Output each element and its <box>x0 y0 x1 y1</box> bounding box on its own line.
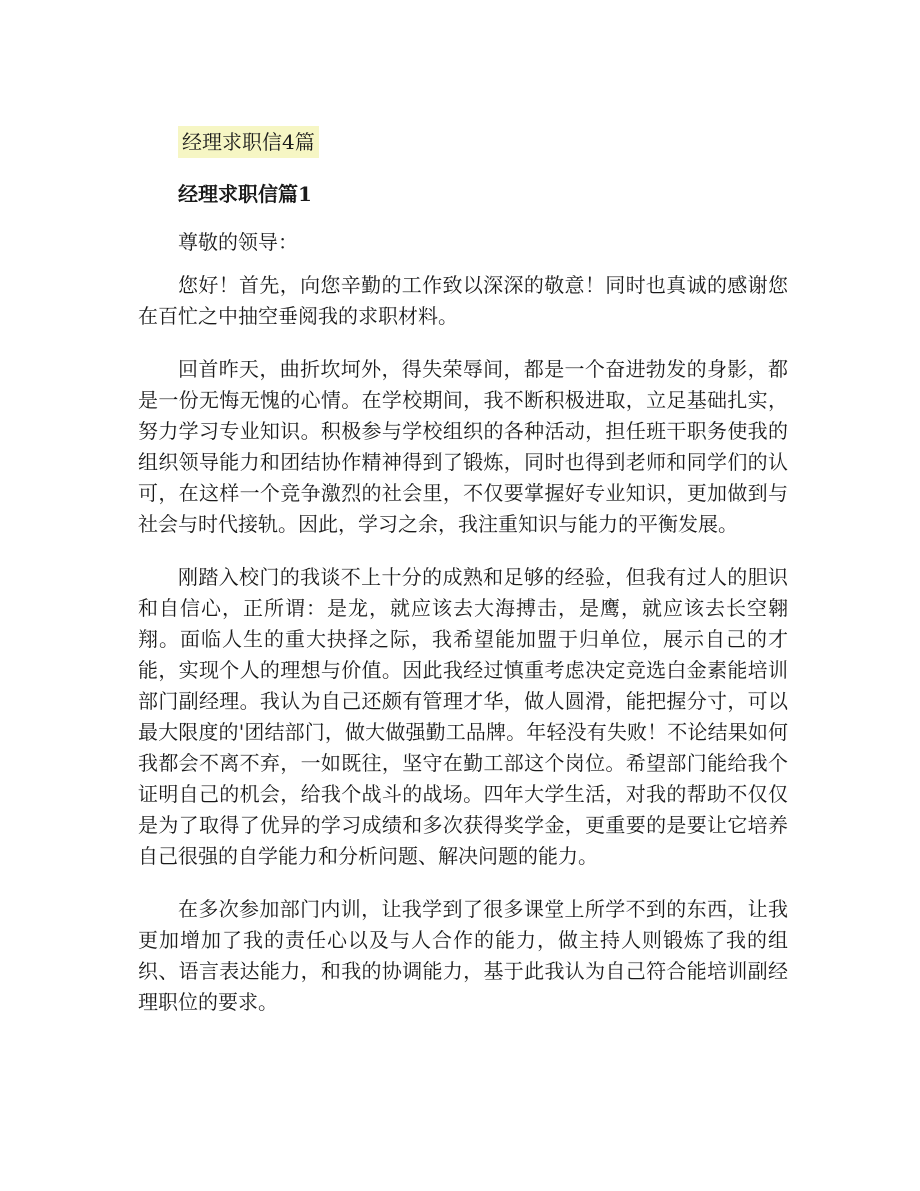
paragraph-school-experience: 回首昨天，曲折坎坷外，得失荣辱间，都是一个奋进勃发的身影，都是一份无悔无愧的心情。在学校期间，我不断积极进取，立足基础扎实，努力学习专业知识。积极参与学校组织的各种活动，担任班干职务使我的组织领导能力和团结协作精神得到了锻炼，同时也得到老师和同学们的认可，在这样一个竞争激烈的社会里，不仅要掌握好专业知识，更加做到与社会与时代接轨。因此，学习之余，我注重知识与能力的平衡发展。 <box>138 357 788 536</box>
salutation: 尊敬的领导： <box>178 230 298 254</box>
letter-body <box>138 270 788 1040</box>
section-heading: 经理求职信篇1 <box>178 182 312 206</box>
paragraph-training-experience: 在多次参加部门内训，让我学到了很多课堂上所学不到的东西，让我更加增加了我的责任心以及与人合作的能力，做主持人则锻炼了我的组织、语言表达能力，和我的协调能力，基于此我认为自己符合能培训副经理职位的要求。 <box>138 897 788 1014</box>
paragraph-greeting: 您好！首先，向您辛勤的工作致以深深的敬意！同时也真诚的感谢您在百忙之中抽空垂阅我的求职材料。 <box>138 273 788 328</box>
paragraph-application-motivation: 刚踏入校门的我谈不上十分的成熟和足够的经验，但我有过人的胆识和自信心，正所谓：是龙，就应该去大海搏击，是鹰，就应该去长空翱翔。面临人生的重大抉择之际，我希望能加盟于归单位，展示自己的才能，实现个人的理想与价值。因此我经过慎重考虑决定竞选白金素能培训部门副经理。我认为自己还颇有管理才华，做人圆滑，能把握分寸，可以最大限度的'团结部门，做大做强勤工品牌。年轻没有失败！不论结果如何我都会不离不弃，一如既往，坚守在勤工部这个岗位。希望部门能给我个证明自己的机会，给我个战斗的战场。四年大学生活，对我的帮助不仅仅是为了取得了优异的学习成绩和多次获得奖学金，更重要的是要让它培养自己很强的自学能力和分析问题、解决问题的能力。 <box>138 565 788 868</box>
document-title: 经理求职信4篇 <box>178 126 319 158</box>
